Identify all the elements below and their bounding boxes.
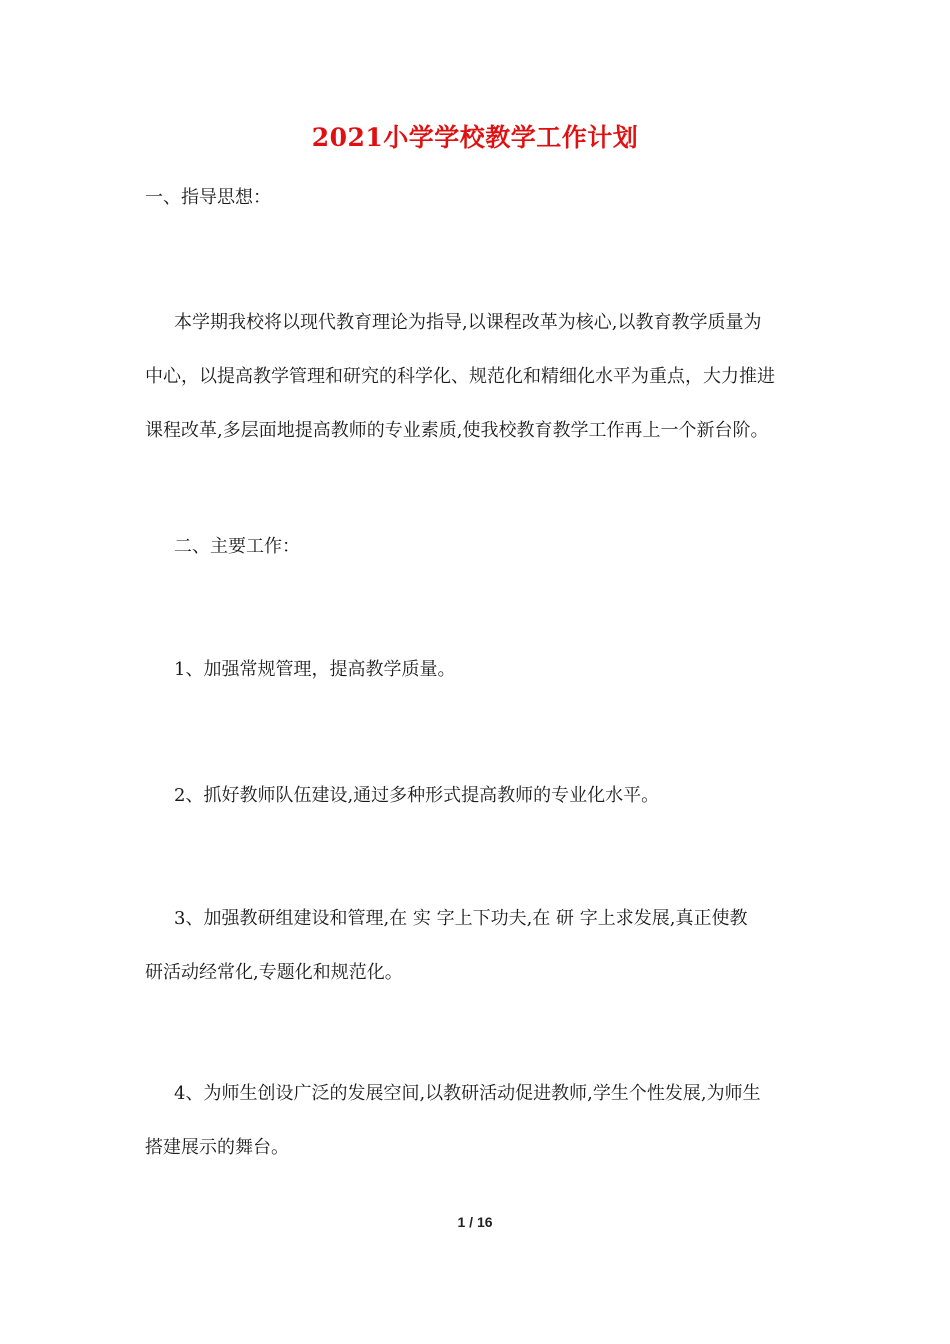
work-item-3 xyxy=(145,892,810,1000)
paragraph-line: 课程改革,多层面地提高教师的专业素质,使我校教育教学工作再上一个新台阶。 xyxy=(145,420,769,441)
page-number: 1 / 16 xyxy=(457,1214,493,1230)
paragraph-line: 中心，以提高教学管理和研究的科学化、规范化和精细化水平为重点，大力推进 xyxy=(145,366,775,387)
section-heading-guiding-ideology: 一、指导思想： xyxy=(145,187,271,208)
paragraph-line: 3、加强教研组建设和管理,在 实 字上下功夫,在 研 字上求发展,真正使教 xyxy=(174,908,748,929)
work-item-4 xyxy=(145,1067,810,1175)
work-item-2: 2、抓好教师队伍建设,通过多种形式提高教师的专业化水平。 xyxy=(174,785,660,806)
paragraph-line: 4、为师生创设广泛的发展空间,以教研活动促进教师,学生个性发展,为师生 xyxy=(174,1083,761,1104)
guiding-ideology-paragraph xyxy=(145,296,810,458)
paragraph-line: 本学期我校将以现代教育理论为指导,以课程改革为核心,以教育教学质量为 xyxy=(174,312,762,333)
paragraph-line: 搭建展示的舞台。 xyxy=(145,1137,289,1158)
work-item-1: 1、加强常规管理，提高教学质量。 xyxy=(174,659,456,680)
section-heading-main-work: 二、主要工作： xyxy=(174,536,300,557)
document-title: 2021小学学校教学工作计划 xyxy=(311,123,639,152)
paragraph-line: 研活动经常化,专题化和规范化。 xyxy=(145,962,403,983)
